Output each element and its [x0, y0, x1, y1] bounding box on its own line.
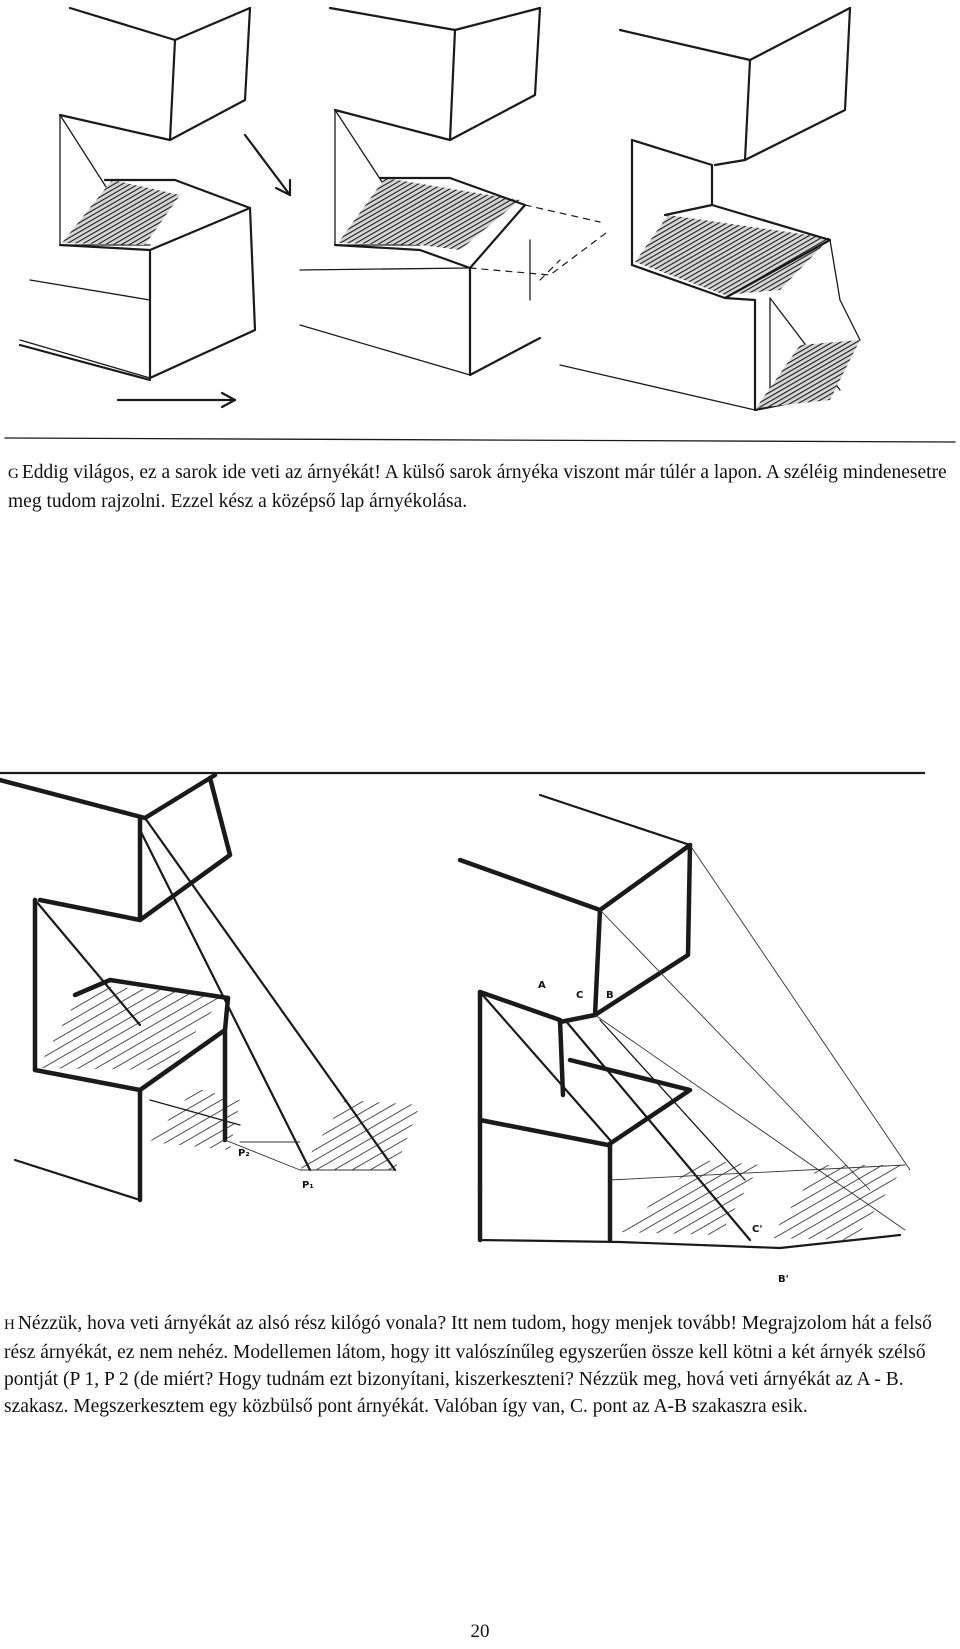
sheet-edge-line: [5, 438, 955, 442]
caption-h: [4, 1310, 949, 1420]
cube-sketch-right: [560, 8, 860, 410]
construction-right: [460, 795, 910, 1285]
label-b-prime: B': [778, 1274, 789, 1285]
caption-h-text: Nézzük, hova veti árnyékát az alsó rész kilógó vonala? Itt nem tudom, hogy menjek tovább! Megrajzolom hát a felső rész árnyékát, ez nem nehéz. Modellemen látom, hogy itt valószínűleg egyszerűen össze kell kötni a két árnyék szélső pontját (P 1, P 2 (de miért? Hogy tudnám ezt bizonyítani, kiszerkeszteni? Nézzük meg, hová veti árnyékát az A - B. szakasz. Megszerkesztem egy közbülső pont árnyékát. Valóban így van, C. pont az A-B szakaszra esik.: [4, 1313, 932, 1417]
light-direction-arrow: [245, 135, 290, 195]
cube-sketch-middle: [300, 8, 610, 375]
construction-left: [0, 775, 420, 1200]
caption-g: [8, 459, 948, 515]
view-direction-arrow: [118, 393, 235, 407]
page-number: 20: [470, 1621, 490, 1642]
sketch-figure-top: [0, 0, 960, 445]
caption-g-text: Eddig világos, ez a sarok ide veti az árnyékát! A külső sarok árnyéka viszont már túlér a lapon. A széléig mindenesetre meg tudom rajzolni. Ezzel kész a középső lap árnyékolása.: [8, 462, 947, 512]
construction-figure-bottom: [0, 770, 925, 1300]
label-c-prime: C': [752, 1224, 763, 1235]
label-b: B: [606, 990, 614, 1001]
cube-sketch-left: [20, 8, 255, 380]
label-c: C: [576, 990, 584, 1001]
label-p1: P₁: [302, 1180, 314, 1191]
label-p2: P₂: [238, 1148, 250, 1159]
caption-g-letter: G: [8, 466, 19, 482]
caption-h-letter: H: [4, 1317, 15, 1333]
label-a: A: [538, 980, 546, 991]
